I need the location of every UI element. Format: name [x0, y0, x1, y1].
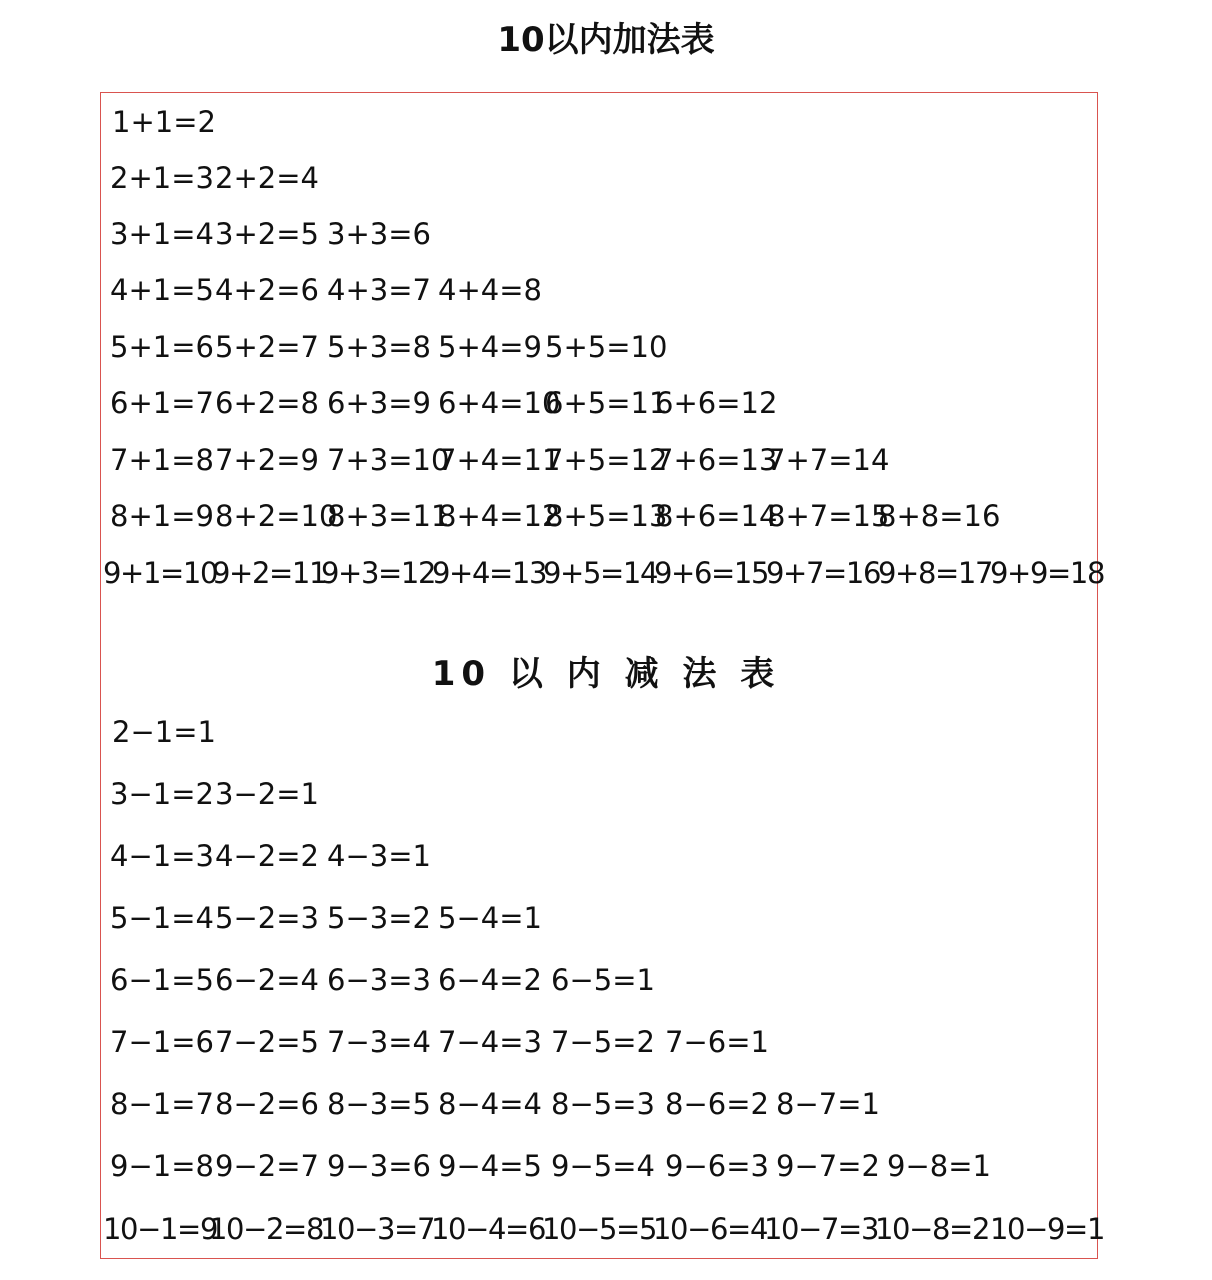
subtraction-row	[0, 836, 1212, 876]
addition-equation: 3+1=4	[110, 217, 214, 251]
subtraction-equation: 8−4=4	[438, 1087, 542, 1121]
addition-equation: 7+3=10	[327, 443, 450, 477]
subtraction-row	[0, 960, 1212, 1000]
subtraction-equation: 9−5=4	[551, 1149, 655, 1183]
addition-equation: 3+3=6	[327, 217, 431, 251]
subtraction-row	[0, 712, 1212, 752]
addition-equation: 9+2=11	[212, 556, 327, 590]
subtraction-row	[0, 1146, 1212, 1186]
addition-equation: 9+1=10	[103, 556, 218, 590]
addition-equation: 8+5=13	[545, 499, 668, 533]
subtraction-equation: 10−5=5	[542, 1212, 657, 1246]
subtraction-equation: 9−8=1	[887, 1149, 991, 1183]
addition-equation: 4+4=8	[438, 273, 542, 307]
addition-equation: 6+5=11	[545, 386, 668, 420]
addition-equation: 5+4=9	[438, 330, 542, 364]
subtraction-equation: 6−1=5	[110, 963, 214, 997]
addition-equation: 5+1=6	[110, 330, 214, 364]
addition-equation: 3+2=5	[215, 217, 319, 251]
addition-equation: 6+2=8	[215, 386, 319, 420]
subtraction-equation: 6−5=1	[551, 963, 655, 997]
addition-equation: 4+3=7	[327, 273, 431, 307]
subtraction-equation: 4−3=1	[327, 839, 431, 873]
addition-row	[0, 383, 1212, 423]
subtraction-equation: 8−1=7	[110, 1087, 214, 1121]
addition-row	[0, 496, 1212, 536]
subtraction-equation: 8−3=5	[327, 1087, 431, 1121]
subtraction-equation: 10−6=4	[653, 1212, 768, 1246]
addition-equation: 7+6=13	[655, 443, 778, 477]
subtraction-row	[0, 774, 1212, 814]
subtraction-equation: 9−3=6	[327, 1149, 431, 1183]
subtraction-equation: 5−1=4	[110, 901, 214, 935]
addition-row	[0, 553, 1212, 593]
subtraction-equation: 9−7=2	[776, 1149, 880, 1183]
subtraction-equation: 7−2=5	[215, 1025, 319, 1059]
addition-equation: 2+2=4	[215, 161, 319, 195]
subtraction-row	[0, 1209, 1212, 1249]
subtraction-equation: 10−4=6	[431, 1212, 546, 1246]
addition-equation: 8+2=10	[215, 499, 338, 533]
subtraction-row	[0, 1084, 1212, 1124]
addition-row	[0, 270, 1212, 310]
subtraction-equation: 7−1=6	[110, 1025, 214, 1059]
subtraction-equation: 4−2=2	[215, 839, 319, 873]
subtraction-equation: 9−1=8	[110, 1149, 214, 1183]
addition-equation: 5+5=10	[545, 330, 668, 364]
addition-equation: 7+2=9	[215, 443, 319, 477]
subtraction-equation: 4−1=3	[110, 839, 214, 873]
subtraction-equation: 5−2=3	[215, 901, 319, 935]
subtraction-equation: 8−5=3	[551, 1087, 655, 1121]
addition-equation: 9+8=17	[878, 556, 993, 590]
addition-equation: 8+8=16	[878, 499, 1001, 533]
addition-row	[0, 102, 1212, 142]
subtraction-equation: 7−4=3	[438, 1025, 542, 1059]
addition-equation: 6+1=7	[110, 386, 214, 420]
addition-equation: 9+5=14	[543, 556, 658, 590]
addition-equation: 4+1=5	[110, 273, 214, 307]
subtraction-equation: 5−3=2	[327, 901, 431, 935]
addition-equation: 7+7=14	[767, 443, 890, 477]
subtraction-equation: 6−2=4	[215, 963, 319, 997]
subtraction-equation: 9−4=5	[438, 1149, 542, 1183]
subtraction-equation: 10−8=2	[875, 1212, 990, 1246]
subtraction-equation: 7−5=2	[551, 1025, 655, 1059]
addition-equation: 2+1=3	[110, 161, 214, 195]
addition-equation: 8+4=12	[438, 499, 561, 533]
subtraction-row	[0, 898, 1212, 938]
subtraction-equation: 7−3=4	[327, 1025, 431, 1059]
addition-table-title: 10以内加法表	[497, 20, 715, 60]
addition-equation: 9+3=12	[321, 556, 436, 590]
subtraction-equation: 10−3=7	[320, 1212, 435, 1246]
subtraction-table-title: 10 以 内 减 法 表	[431, 654, 781, 694]
subtraction-equation: 10−9=1	[990, 1212, 1105, 1246]
subtraction-equation: 10−7=3	[764, 1212, 879, 1246]
subtraction-row	[0, 1022, 1212, 1062]
subtraction-equation: 3−1=2	[110, 777, 214, 811]
addition-row	[0, 440, 1212, 480]
addition-equation: 6+4=10	[438, 386, 561, 420]
addition-equation: 8+6=14	[655, 499, 778, 533]
subtraction-equation: 8−7=1	[776, 1087, 880, 1121]
addition-row	[0, 327, 1212, 367]
addition-equation: 9+9=18	[990, 556, 1105, 590]
subtraction-equation: 6−3=3	[327, 963, 431, 997]
subtraction-equation: 2−1=1	[112, 715, 216, 749]
subtraction-equation: 10−1=9	[103, 1212, 218, 1246]
addition-equation: 7+4=11	[438, 443, 561, 477]
subtraction-equation: 10−2=8	[209, 1212, 324, 1246]
addition-equation: 6+6=12	[655, 386, 778, 420]
addition-equation: 1+1=2	[112, 105, 216, 139]
subtraction-equation: 6−4=2	[438, 963, 542, 997]
subtraction-equation: 3−2=1	[215, 777, 319, 811]
subtraction-equation: 9−6=3	[665, 1149, 769, 1183]
addition-equation: 8+7=15	[767, 499, 890, 533]
addition-equation: 9+6=15	[654, 556, 769, 590]
addition-equation: 5+3=8	[327, 330, 431, 364]
addition-equation: 7+5=12	[545, 443, 668, 477]
subtraction-equation: 7−6=1	[665, 1025, 769, 1059]
subtraction-equation: 9−2=7	[215, 1149, 319, 1183]
addition-equation: 8+3=11	[327, 499, 450, 533]
addition-equation: 6+3=9	[327, 386, 431, 420]
addition-row	[0, 158, 1212, 198]
addition-equation: 9+7=16	[766, 556, 881, 590]
addition-equation: 8+1=9	[110, 499, 214, 533]
subtraction-equation: 8−2=6	[215, 1087, 319, 1121]
subtraction-equation: 8−6=2	[665, 1087, 769, 1121]
addition-equation: 4+2=6	[215, 273, 319, 307]
addition-equation: 9+4=13	[432, 556, 547, 590]
addition-equation: 5+2=7	[215, 330, 319, 364]
subtraction-equation: 5−4=1	[438, 901, 542, 935]
addition-row	[0, 214, 1212, 254]
addition-equation: 7+1=8	[110, 443, 214, 477]
